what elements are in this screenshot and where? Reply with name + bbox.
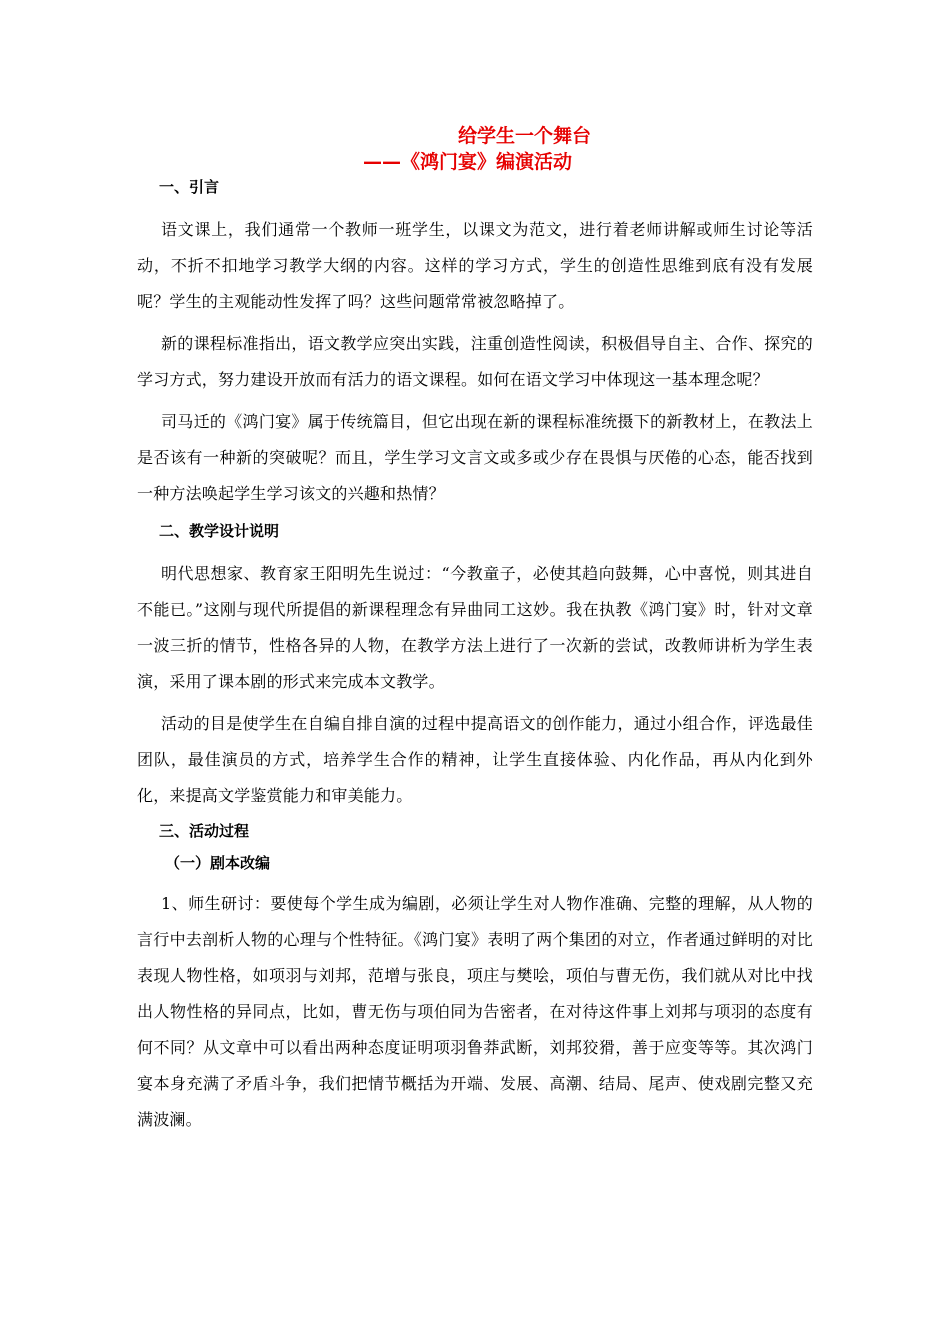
subsection-heading-script: （一）剧本改编 [165, 854, 271, 872]
paragraph: 语文课上，我们通常一个教师一班学生，以课文为范文，进行着老师讲解或师生讨论等活动，不折不扣地学习教学大纲的内容。这样的学习方式，学生的创造性思维到底有没有发展呢？学生的主观能动性发挥了吗？这些问题常常被忽略掉了。 [137, 220, 813, 311]
paragraph: 司马迁的《鸿门宴》属于传统篇目，但它出现在新的课程标准统摄下的新教材上，在教法上是否该有一种新的突破呢？而且，学生学习文言文或多或少存在畏惧与厌倦的心态，能否找到一种方法唤起学生学习该文的兴趣和热情？ [137, 412, 813, 503]
paragraph: 活动的目是使学生在自编自排自演的过程中提高语文的创作能力，通过小组合作，评选最佳团队，最佳演员的方式，培养学生合作的精神，让学生直接体验、内化作品，再从内化到外化，来提高文学鉴赏能力和审美能力。 [137, 714, 813, 805]
section-heading-introduction: 一、引言 [159, 178, 220, 196]
paragraph: 新的课程标准指出，语文教学应突出实践，注重创造性阅读，积极倡导自主、合作、探究的学习方式，努力建设开放而有活力的语文课程。如何在语文学习中体现这一基本理念呢？ [137, 334, 813, 389]
document-subtitle: ——《鸿门宴》编演活动 [363, 151, 573, 173]
document-title: 给学生一个舞台 [458, 125, 592, 147]
section-heading-design: 二、教学设计说明 [159, 522, 280, 540]
section-heading-process: 三、活动过程 [159, 822, 250, 840]
document-body [137, 176, 813, 1144]
paragraph: 1、师生研讨：要使每个学生成为编剧，必须让学生对人物作准确、完整的理解，从人物的言行中去剖析人物的心理与个性特征。《鸿门宴》表明了两个集团的对立，作者通过鲜明的对比表现人物性格，如项羽与刘邦，范增与张良，项庄与樊哙，项伯与曹无伤，我们就从对比中找出人物性格的异同点，比如，曹无伤与项伯同为告密者，在对待这件事上刘邦与项羽的态度有何不同？从文章中可以看出两种态度证明项羽鲁莽武断，刘邦狡猾，善于应变等等。其次鸿门宴本身充满了矛盾斗争，我们把情节概括为开端、发展、高潮、结局、尾声、使戏剧完整又充满波澜。 [137, 894, 813, 1129]
paragraph: 明代思想家、教育家王阳明先生说过：“今教童子，必使其趋向鼓舞，心中喜悦，则其进自不能已。”这刚与现代所提倡的新课程理念有异曲同工这妙。我在执教《鸿门宴》时，针对文章一波三折的情节，性格各异的人物，在教学方法上进行了一次新的尝试，改教师讲析为学生表演，采用了课本剧的形式来完成本文教学。 [137, 564, 813, 691]
